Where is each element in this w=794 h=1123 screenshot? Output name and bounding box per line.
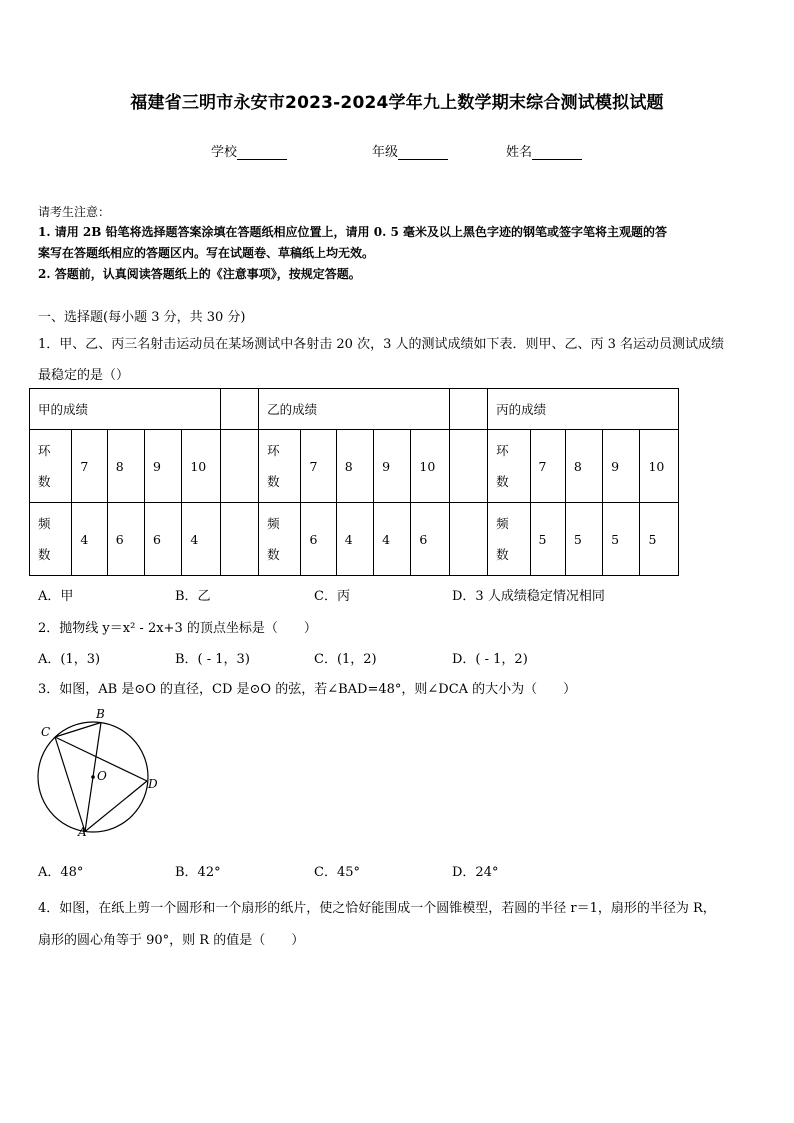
spacer-cell — [449, 389, 487, 430]
school-blank — [237, 146, 287, 160]
q3-stem: 3．如图，AB 是⊙O 的直径，CD 是⊙O 的弦，若∠BAD=48°，则∠DCA 的大小为（ ） — [38, 682, 577, 697]
q2-option-c: C．(1，2) — [314, 652, 377, 667]
ring-label: 环 数 — [259, 430, 301, 503]
name-label: 姓名 — [506, 145, 533, 160]
q3-option-a: A．48° — [38, 865, 84, 880]
q1-option-b: B．乙 — [175, 589, 211, 604]
table-cell: 8 — [565, 430, 602, 503]
table-cell: 6 — [411, 503, 449, 576]
label-a: A — [78, 825, 87, 838]
notice-heading: 请考生注意： — [38, 205, 111, 219]
score-table — [29, 388, 679, 576]
spacer-cell — [220, 389, 258, 430]
q1-option-d: D．3 人成绩稳定情况相同 — [452, 589, 605, 604]
spacer-cell — [449, 430, 487, 503]
grade-field — [372, 141, 448, 160]
q1-stem-line1: 1．甲、乙、丙三名射击运动员在某场测试中各射击 20 次，3 人的测试成绩如下表．则甲、乙、丙 3 名运动员测试成绩 — [38, 337, 725, 352]
notice-line-1b: 案写在答题纸相应的答题区内。写在试题卷、草稿纸上均无效。 — [38, 246, 375, 260]
q2-option-b: B．( - 1，3) — [175, 652, 250, 667]
page-title: 福建省三明市永安市2023-2024学年九上数学期末综合测试模拟试题 — [130, 93, 664, 113]
notice-line-2: 2. 答题前，认真阅读答题纸上的《注意事项》，按规定答题。 — [38, 267, 361, 281]
label-d: D — [148, 777, 158, 791]
table-cell: 10 — [411, 430, 449, 503]
table-cell: 7 — [530, 430, 565, 503]
school-field — [211, 141, 287, 160]
ring-label: 环 数 — [30, 430, 72, 503]
q1-option-c: C．丙 — [314, 589, 350, 604]
q3-option-d: D．24° — [452, 865, 499, 880]
table-cell: 6 — [301, 503, 336, 576]
name-blank — [532, 146, 582, 160]
q1-option-a: A．甲 — [38, 589, 74, 604]
table-cell: 8 — [107, 430, 144, 503]
segment-ad — [85, 781, 147, 832]
center-dot — [91, 775, 95, 779]
table-cell: 9 — [603, 430, 640, 503]
table-cell: 10 — [640, 430, 679, 503]
table-cell: 4 — [72, 503, 107, 576]
q1-stem-line2: 最稳定的是（） — [38, 368, 130, 383]
table-cell: 8 — [336, 430, 373, 503]
group-header-bing: 丙的成绩 — [488, 389, 679, 430]
segment-ca — [55, 737, 85, 832]
q2-option-d: D．( - 1，2) — [452, 652, 528, 667]
table-row — [30, 430, 679, 503]
table-cell: 5 — [565, 503, 602, 576]
q2-option-a: A．(1，3) — [38, 652, 101, 667]
ring-label: 环 数 — [488, 430, 530, 503]
q2-stem: 2．抛物线 y＝x² - 2x+3 的顶点坐标是（ ） — [38, 621, 317, 636]
table-row — [30, 503, 679, 576]
table-row — [30, 389, 679, 430]
group-header-jia: 甲的成绩 — [30, 389, 221, 430]
table-cell: 6 — [145, 503, 182, 576]
freq-label: 频 数 — [30, 503, 72, 576]
table-cell: 9 — [374, 430, 411, 503]
label-c: C — [41, 725, 51, 739]
q3-option-b: B．42° — [175, 865, 221, 880]
school-label: 学校 — [211, 145, 238, 160]
q4-stem-line2: 扇形的圆心角等于 90°，则 R 的值是（ ） — [38, 933, 305, 948]
freq-label: 频 数 — [488, 503, 530, 576]
spacer-cell — [220, 503, 258, 576]
table-cell: 9 — [145, 430, 182, 503]
notice-line-1a: 1. 请用 2B 铅笔将选择题答案涂填在答题纸相应位置上，请用 0. 5 毫米及以上黑色字迹的钢笔或签字笔将主观题的答 — [38, 225, 667, 239]
q4-stem-line1: 4．如图，在纸上剪一个圆形和一个扇形的纸片，使之恰好能围成一个圆锥模型，若圆的半径 r＝1，扇形的半径为 R， — [38, 901, 716, 916]
section-heading: 一、选择题(每小题 3 分，共 30 分) — [38, 310, 246, 325]
table-cell: 4 — [374, 503, 411, 576]
table-cell: 4 — [182, 503, 220, 576]
table-cell: 7 — [72, 430, 107, 503]
label-o: O — [97, 769, 107, 783]
table-cell: 5 — [640, 503, 679, 576]
group-header-yi: 乙的成绩 — [259, 389, 450, 430]
table-cell: 7 — [301, 430, 336, 503]
spacer-cell — [449, 503, 487, 576]
table-cell: 6 — [107, 503, 144, 576]
grade-label: 年级 — [372, 145, 399, 160]
table-cell: 10 — [182, 430, 220, 503]
q3-option-c: C．45° — [314, 865, 360, 880]
table-cell: 5 — [603, 503, 640, 576]
name-field — [506, 141, 582, 160]
spacer-cell — [220, 430, 258, 503]
table-cell: 5 — [530, 503, 565, 576]
table-cell: 4 — [336, 503, 373, 576]
freq-label: 频 数 — [259, 503, 301, 576]
circle-figure — [28, 702, 168, 838]
label-b: B — [96, 707, 105, 721]
grade-blank — [398, 146, 448, 160]
